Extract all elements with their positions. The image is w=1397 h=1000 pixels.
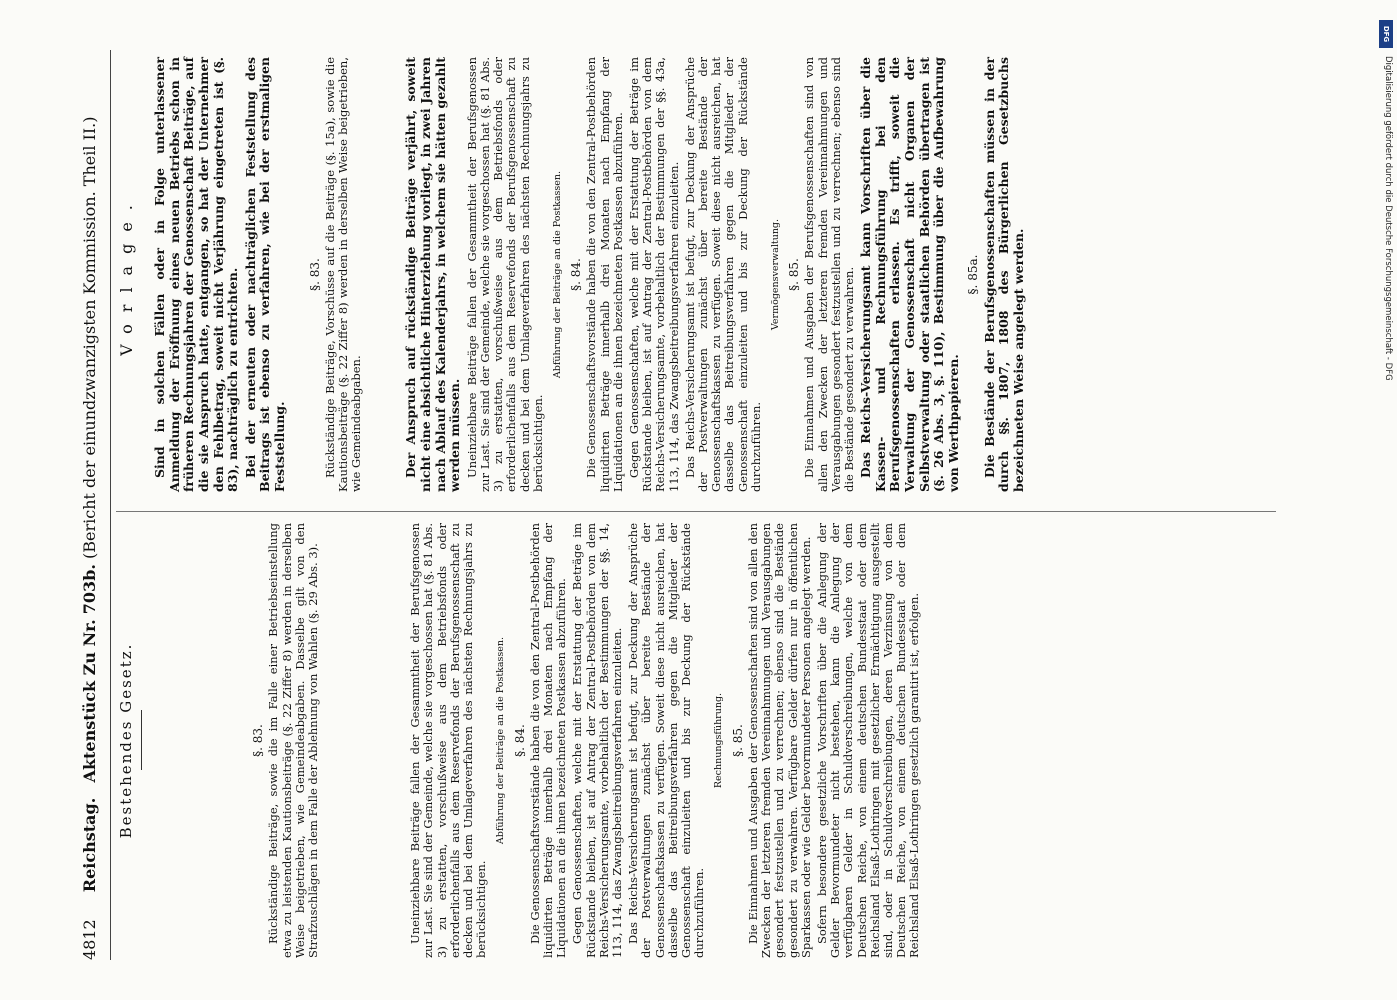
- right-s85a-title: §. 85a.: [966, 254, 981, 295]
- right-bold-paragraph-2: Bei der erneuten oder nachträglichen Feststellung des Beitrags ist ebenso zu verfahren, wie bei der erstmaligen Feststellung.: [242, 57, 287, 492]
- left-s83-text: Rückständige Beiträge, sowie die im Falle einer Betriebseinstellung etwa zu leistenden Kautionsbeiträge (§. 22 Ziffer 8) werden in derselben Weise beigetrieben, wie Gemeindeabgaben. Dasselbe gilt von den Strafzuschlägen in dem Falle der Ablehnung von Wahlen (§. 29 Abs. 3).: [266, 523, 321, 958]
- left-column-existing-law: [117, 523, 925, 958]
- page-number: 4812: [80, 919, 99, 960]
- left-s85-p1: Die Einnahmen und Ausgaben der Genossenschaften sind von allen den Zwecken der letzteren fremden Vereinnahmungen und Verausgabungen gesondert festzustellen und zu verrechnen; ebenso sind die Bestände gesondert zu verwahren. Verfügbare Gelder dürfen nur in öffentlichen Sparkassen oder wie Gelder bevormundeter Personen angelegt werden.: [745, 523, 813, 958]
- page-header: [80, 50, 106, 960]
- right-s84-p1: Die Genossenschaftsvorstände haben die von den Zentral-Postbehörden liquidirten Beträge innerhalb drei Monaten nach Empfang der Liquidationen an die ihnen bezeichneten Postkassen abzuführen.: [584, 57, 625, 492]
- left-s84-p3: Das Reichs-Versicherungsamt ist befugt, zur Deckung der Ansprüche der Postverwaltungen zunächst über bereite Bestände der Genossenschaftskassen zu verfügen. Soweit diese nicht ausreichen, hat dasselbe das Beitreibungsverfahren gegen die Mitglieder der Genossenschaft einzuleiten und bis zur Deckung der Rückstände durchzuführen.: [626, 523, 707, 958]
- header-rest: (Bericht der einundzwanzigsten Kommission. Theil II.): [80, 116, 99, 559]
- left-subheading-rechnungsfuehrung: Rechnungsführung.: [713, 692, 725, 789]
- left-heading-rule: [141, 711, 142, 771]
- right-uneinziehbar-text: Uneinziehbare Beiträge fallen der Gesammtheit der Berufsgenossen zur Last. Sie sind der Gemeinde, welche sie vorgeschossen hat (§. 81 Abs. 3) zu erstatten, vorschußweise aus dem Betriebsfonds oder erforderlichenfalls aus dem Reservefonds der Berufsgenossenschaft zu decken und bei dem Umlageverfahren des nächsten Rechnungsjahrs zu berücksichtigen.: [464, 57, 545, 492]
- right-bold-paragraph-3: Der Anspruch auf rückständige Beiträge verjährt, soweit nicht eine absichtliche Hinterziehung vorliegt, in zwei Jahren nach Ablauf des Kalenderjahrs, in welchem sie hätten gezahlt werden müssen.: [403, 57, 463, 492]
- left-s85-title: §. 85.: [730, 724, 745, 757]
- right-column-proposal: [117, 57, 1029, 492]
- left-column-heading: Bestehendes Gesetz.: [117, 642, 135, 839]
- column-divider: [116, 511, 1276, 512]
- right-bold-paragraph-1: Sind in solchen Fällen oder in Folge unterlassener Anmeldung der Eröffnung eines neuen Betriebs schon in früheren Rechnungsjahren der Genossenschaft Beiträge, auf die sie Anspruch hatte, entgangen, so hat der Unternehmer den Fehlbetrag, soweit nicht Verjährung eingetreten ist (§. 83), nachträglich zu entrichten.: [152, 57, 241, 492]
- left-s85-p2: Sofern besondere gesetzliche Vorschriften über die Anlegung der Gelder Bevormundeter nicht bestehen, kann die Anlegung der verfügbaren Gelder in Schuldverschreibungen, welche von dem Deutschen Reiche, von einem deutschen Bundesstaat oder dem Reichsland Elsaß-Lothringen mit gesetzlicher Ermächtigung ausgestellt sind, oder in Schuldverschreibungen, deren Verzinsung von dem Deutschen Reiche, von einem deutschen Bundesstaat oder dem Reichsland Elsaß-Lothringen gesetzlich garantirt ist, erfolgen.: [814, 523, 922, 958]
- digitization-note-text: Digitalisierung gefördert durch die Deutsche Forschungsgemeinschaft - DFG: [1383, 56, 1393, 381]
- right-column-heading: Vorlage.: [117, 193, 136, 356]
- right-s85-title: §. 85.: [787, 258, 802, 291]
- header-aktenstueck: Aktenstück Zu Nr.: [80, 619, 99, 783]
- left-s84-title: §. 84.: [512, 724, 527, 757]
- left-subheading-abfuehrung: Abführung der Beiträge an die Postkassen.: [495, 636, 507, 845]
- left-uneinziehbar-text: Uneinziehbare Beiträge fallen der Gesammtheit der Berufsgenossen zur Last. Sie sind der Gemeinde, welche sie vorgeschossen hat (§. 81 Abs. 3) zu erstatten, vorschußweise aus dem Betriebsfonds oder erforderlichenfalls aus dem Reservefonds der Berufsgenossenschaft zu decken und bei dem Umlageverfahren des nächsten Rechnungsjahrs zu berücksichtigen.: [408, 523, 489, 958]
- right-s84-title: §. 84.: [569, 258, 584, 291]
- header-number: 703b.: [80, 564, 99, 615]
- right-s85a-text: Die Bestände der Berufsgenossenschaften müssen in der durch §§. 1807, 1808 des Bürgerlichen Gesetzbuchs bezeichneten Weise angelegt werden.: [981, 57, 1026, 492]
- digitization-note: [1379, 20, 1393, 980]
- header-rule: [110, 50, 111, 960]
- header-reichstag: Reichstag.: [80, 797, 99, 893]
- left-s83-title: §. 83.: [251, 724, 266, 757]
- right-s83-text: Rückständige Beiträge, Vorschüsse auf die Beiträge (§. 15a), sowie die Kautionsbeiträge (§. 22 Ziffer 8) werden in derselben Weise beigetrieben, wie Gemeindeabgaben.: [322, 57, 364, 492]
- right-s85-p2: Das Reichs-Versicherungsamt kann Vorschriften über die Kassen- und Rechnungsführung bei den Berufsgenossenschaften erlassen. Es trifft, soweit die Verwaltung der Genossenschaft nicht Organen der Selbstverwaltung oder staatlichen Behörden übertragen ist (§. 26 Abs. 3, §. 110), Bestimmung über die Aufbewahrung von Werthpapieren.: [858, 57, 961, 492]
- rotated-page-content: [50, 40, 1290, 970]
- right-s84-p3: Das Reichs-Versicherungsamt ist befugt, zur Deckung der Ansprüche der Postverwaltungen zunächst über bereite Bestände der Genossenschaftskassen zu verfügen. Soweit diese nicht ausreichen, hat dasselbe das Beitreibungsverfahren gegen die Mitglieder der Genossenschaft einzuleiten und bis zur Deckung der Rückstände durchzuführen.: [682, 57, 763, 492]
- right-s84-p2: Gegen Genossenschaften, welche mit der Erstattung der Beträge im Rückstande bleiben, ist auf Antrag der Zentral-Postbehörden von dem Reichs-Versicherungsamte, vorbehaltlich der Bestimmungen der §§. 43a, 113, 114, das Zwangsbeitreibungsverfahren einzuleiten.: [626, 57, 681, 492]
- left-s84-p2: Gegen Genossenschaften, welche mit der Erstattung der Beträge im Rückstande bleiben, ist auf Antrag der Zentral-Postbehörden von dem Reichs-Versicherungsamte, vorbehaltlich der Bestimmungen der §§. 14, 113, 114, das Zwangsbeitreibungsverfahren einzuleiten.: [570, 523, 625, 958]
- dfg-logo: DFG: [1379, 20, 1393, 48]
- right-s83-title: §. 83.: [307, 258, 322, 291]
- right-subheading-abfuehrung: Abführung der Beiträge an die Postkassen.: [551, 170, 563, 379]
- left-s84-p1: Die Genossenschaftsvorstände haben die von den Zentral-Postbehörden liquidirten Beträge innerhalb drei Monaten nach Empfang der Liquidationen an die ihnen bezeichneten Postkassen abzuführen.: [527, 523, 569, 958]
- right-subheading-vermoegen: Vermögensverwaltung.: [770, 218, 781, 331]
- right-s85-p1: Die Einnahmen und Ausgaben der Berufsgenossenschaften sind von allen den Zwecken der letzteren fremden Vereinnahmungen und Verausgabungen gesondert festzustellen und zu verrechnen; ebenso sind die Bestände gesondert zu verwahren.: [802, 57, 857, 492]
